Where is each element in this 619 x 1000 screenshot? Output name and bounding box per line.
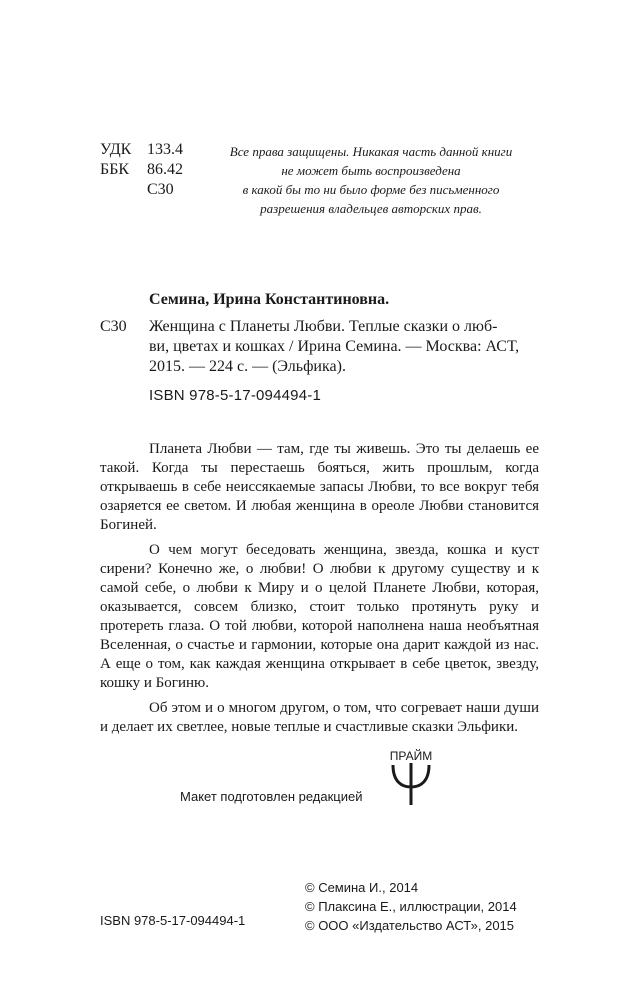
bibliographic-description <box>149 317 539 377</box>
copyright-line: © ООО «Издательство АСТ», 2015 <box>305 918 515 933</box>
logo-text: ПРАЙМ <box>389 749 433 763</box>
cutter-code: С30 <box>147 181 174 198</box>
rights-line: разрешения владельцев авторских прав. <box>260 201 482 216</box>
annotation-paragraph: Об этом и о многом другом, о том, что согревает наши души и делает их светлее, новые теплые и счастливые сказки Эльфики. <box>100 700 539 735</box>
author-heading: Семина, Ирина Константиновна. <box>149 291 390 308</box>
udk-value: 133.4 <box>147 141 183 158</box>
isbn-entry: ISBN 978-5-17-094494-1 <box>149 387 322 404</box>
annotation-paragraph: О чем могут беседовать женщина, звезда, кошка и куст сирени? Конечно же, о любви! О любви к другому существу и к самой себе, о любви к Миру и о целой Планете Любви, которая, оказывается, совсем близко, стоит только протянуть руку и протереть глаза. О той любви, которой наполнена наша необъятная Вселенная, о счастье и гармонии, которые она дарит каждой из нас. А еще о том, как каждая женщина открывает в себе цветок, звезду, кошку и Богиню. <box>100 542 539 691</box>
description-line: ви, цветах и кошках / Ирина Семина. — Москва: АСТ, <box>149 338 520 355</box>
bbk-value: 86.42 <box>147 161 183 178</box>
udk-label: УДК <box>100 141 132 158</box>
copyright-line: © Плаксина Е., иллюстрации, 2014 <box>305 899 517 914</box>
prepared-by-text: Макет подготовлен редакцией <box>180 789 363 804</box>
rights-line: в какой бы то ни было форме без письменного <box>242 182 500 197</box>
prime-logo-icon <box>383 747 439 809</box>
prime-logo <box>383 747 439 809</box>
rights-line: Все права защищены. Никакая часть данной книги <box>229 144 513 159</box>
rights-line: не может быть воспроизведена <box>281 163 461 178</box>
annotation <box>100 440 539 743</box>
cutter-code-entry: С30 <box>100 318 127 335</box>
bbk-label: ББК <box>100 161 130 178</box>
classification-codes <box>100 140 183 200</box>
copyright-block <box>305 878 517 935</box>
description-line: Женщина с Планеты Любви. Теплые сказки о люб- <box>149 318 498 335</box>
copyright-line: © Семина И., 2014 <box>305 880 419 895</box>
description-line: 2015. — 224 с. — (Эльфика). <box>149 358 346 375</box>
rights-notice <box>210 142 532 218</box>
isbn-footer: ISBN 978-5-17-094494-1 <box>100 913 246 928</box>
annotation-paragraph: Планета Любви — там, где ты живешь. Это ты делаешь ее такой. Когда ты перестаешь бояться, жить прошлым, когда открываешь в себе неиссякаемые запасы Любви, то все вокруг тебя озаряется ее светом. И любая женщина в ореоле Любви становится Богиней. <box>100 441 539 533</box>
